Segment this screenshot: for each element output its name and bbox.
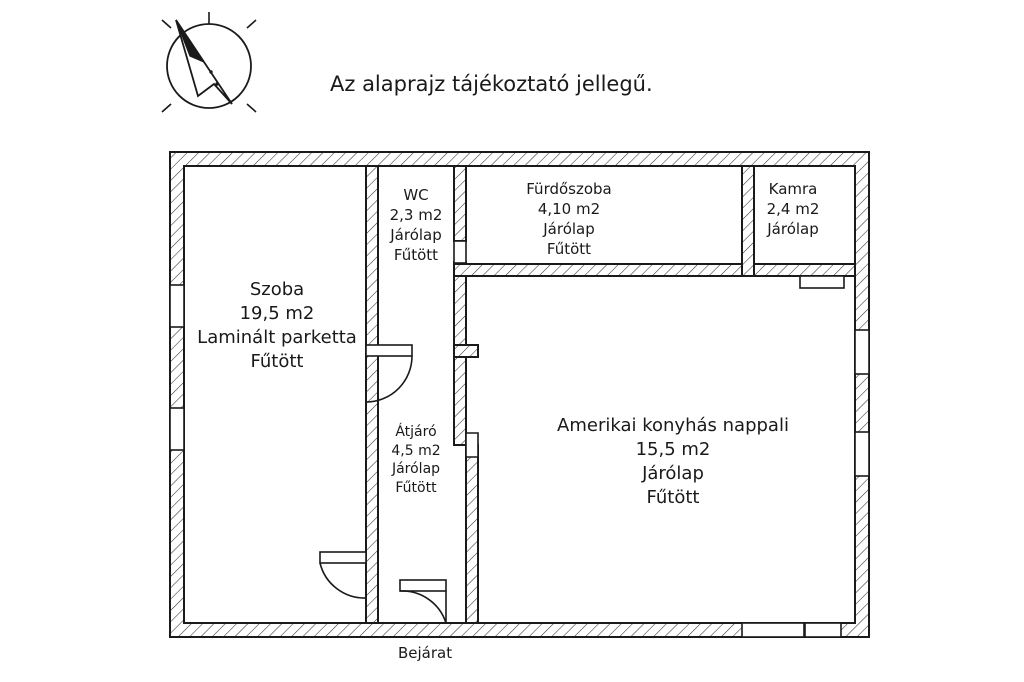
room-floor: Járólap <box>543 219 595 238</box>
room-area: 19,5 m2 <box>239 302 315 324</box>
room-heating: Fűtött <box>546 239 592 258</box>
entrance-label: Bejárat <box>398 644 453 662</box>
room-name: Amerikai konyhás nappali <box>557 415 789 436</box>
room-floor: Járólap <box>767 219 819 238</box>
room-floor: Járólap <box>391 461 441 478</box>
north-arrow-compass <box>162 12 256 112</box>
disclaimer-note: Az alaprajz tájékoztató jellegű. <box>330 72 653 96</box>
room-area: 2,3 m2 <box>389 205 443 224</box>
room-label-szoba <box>197 278 357 374</box>
room-label-kamra <box>767 180 820 240</box>
room-name: Szoba <box>249 279 305 300</box>
room-label-wc <box>390 186 443 266</box>
room-area: 15,5 m2 <box>635 438 711 460</box>
room-floor: Járólap <box>642 462 704 484</box>
exterior-walls <box>170 152 869 637</box>
room-heating: Fűtött <box>250 350 304 372</box>
room-name: Fürdőszoba <box>526 180 612 198</box>
room-heating: Fűtött <box>646 486 700 508</box>
room-floor: Járólap <box>390 225 442 244</box>
room-heating: Fűtött <box>395 479 437 496</box>
room-heating: Fűtött <box>393 245 439 264</box>
room-floor: Laminált parketta <box>197 326 357 348</box>
room-name: WC <box>403 186 429 204</box>
room-name: Átjáró <box>395 424 437 440</box>
room-name: Kamra <box>768 180 818 198</box>
room-area: 4,10 m2 <box>537 199 601 218</box>
room-label-nappali <box>557 414 789 510</box>
room-label-furdoszoba <box>526 180 612 260</box>
room-area: 2,4 m2 <box>766 199 820 218</box>
room-label-atjaro <box>391 423 440 497</box>
room-area: 4,5 m2 <box>391 442 441 459</box>
